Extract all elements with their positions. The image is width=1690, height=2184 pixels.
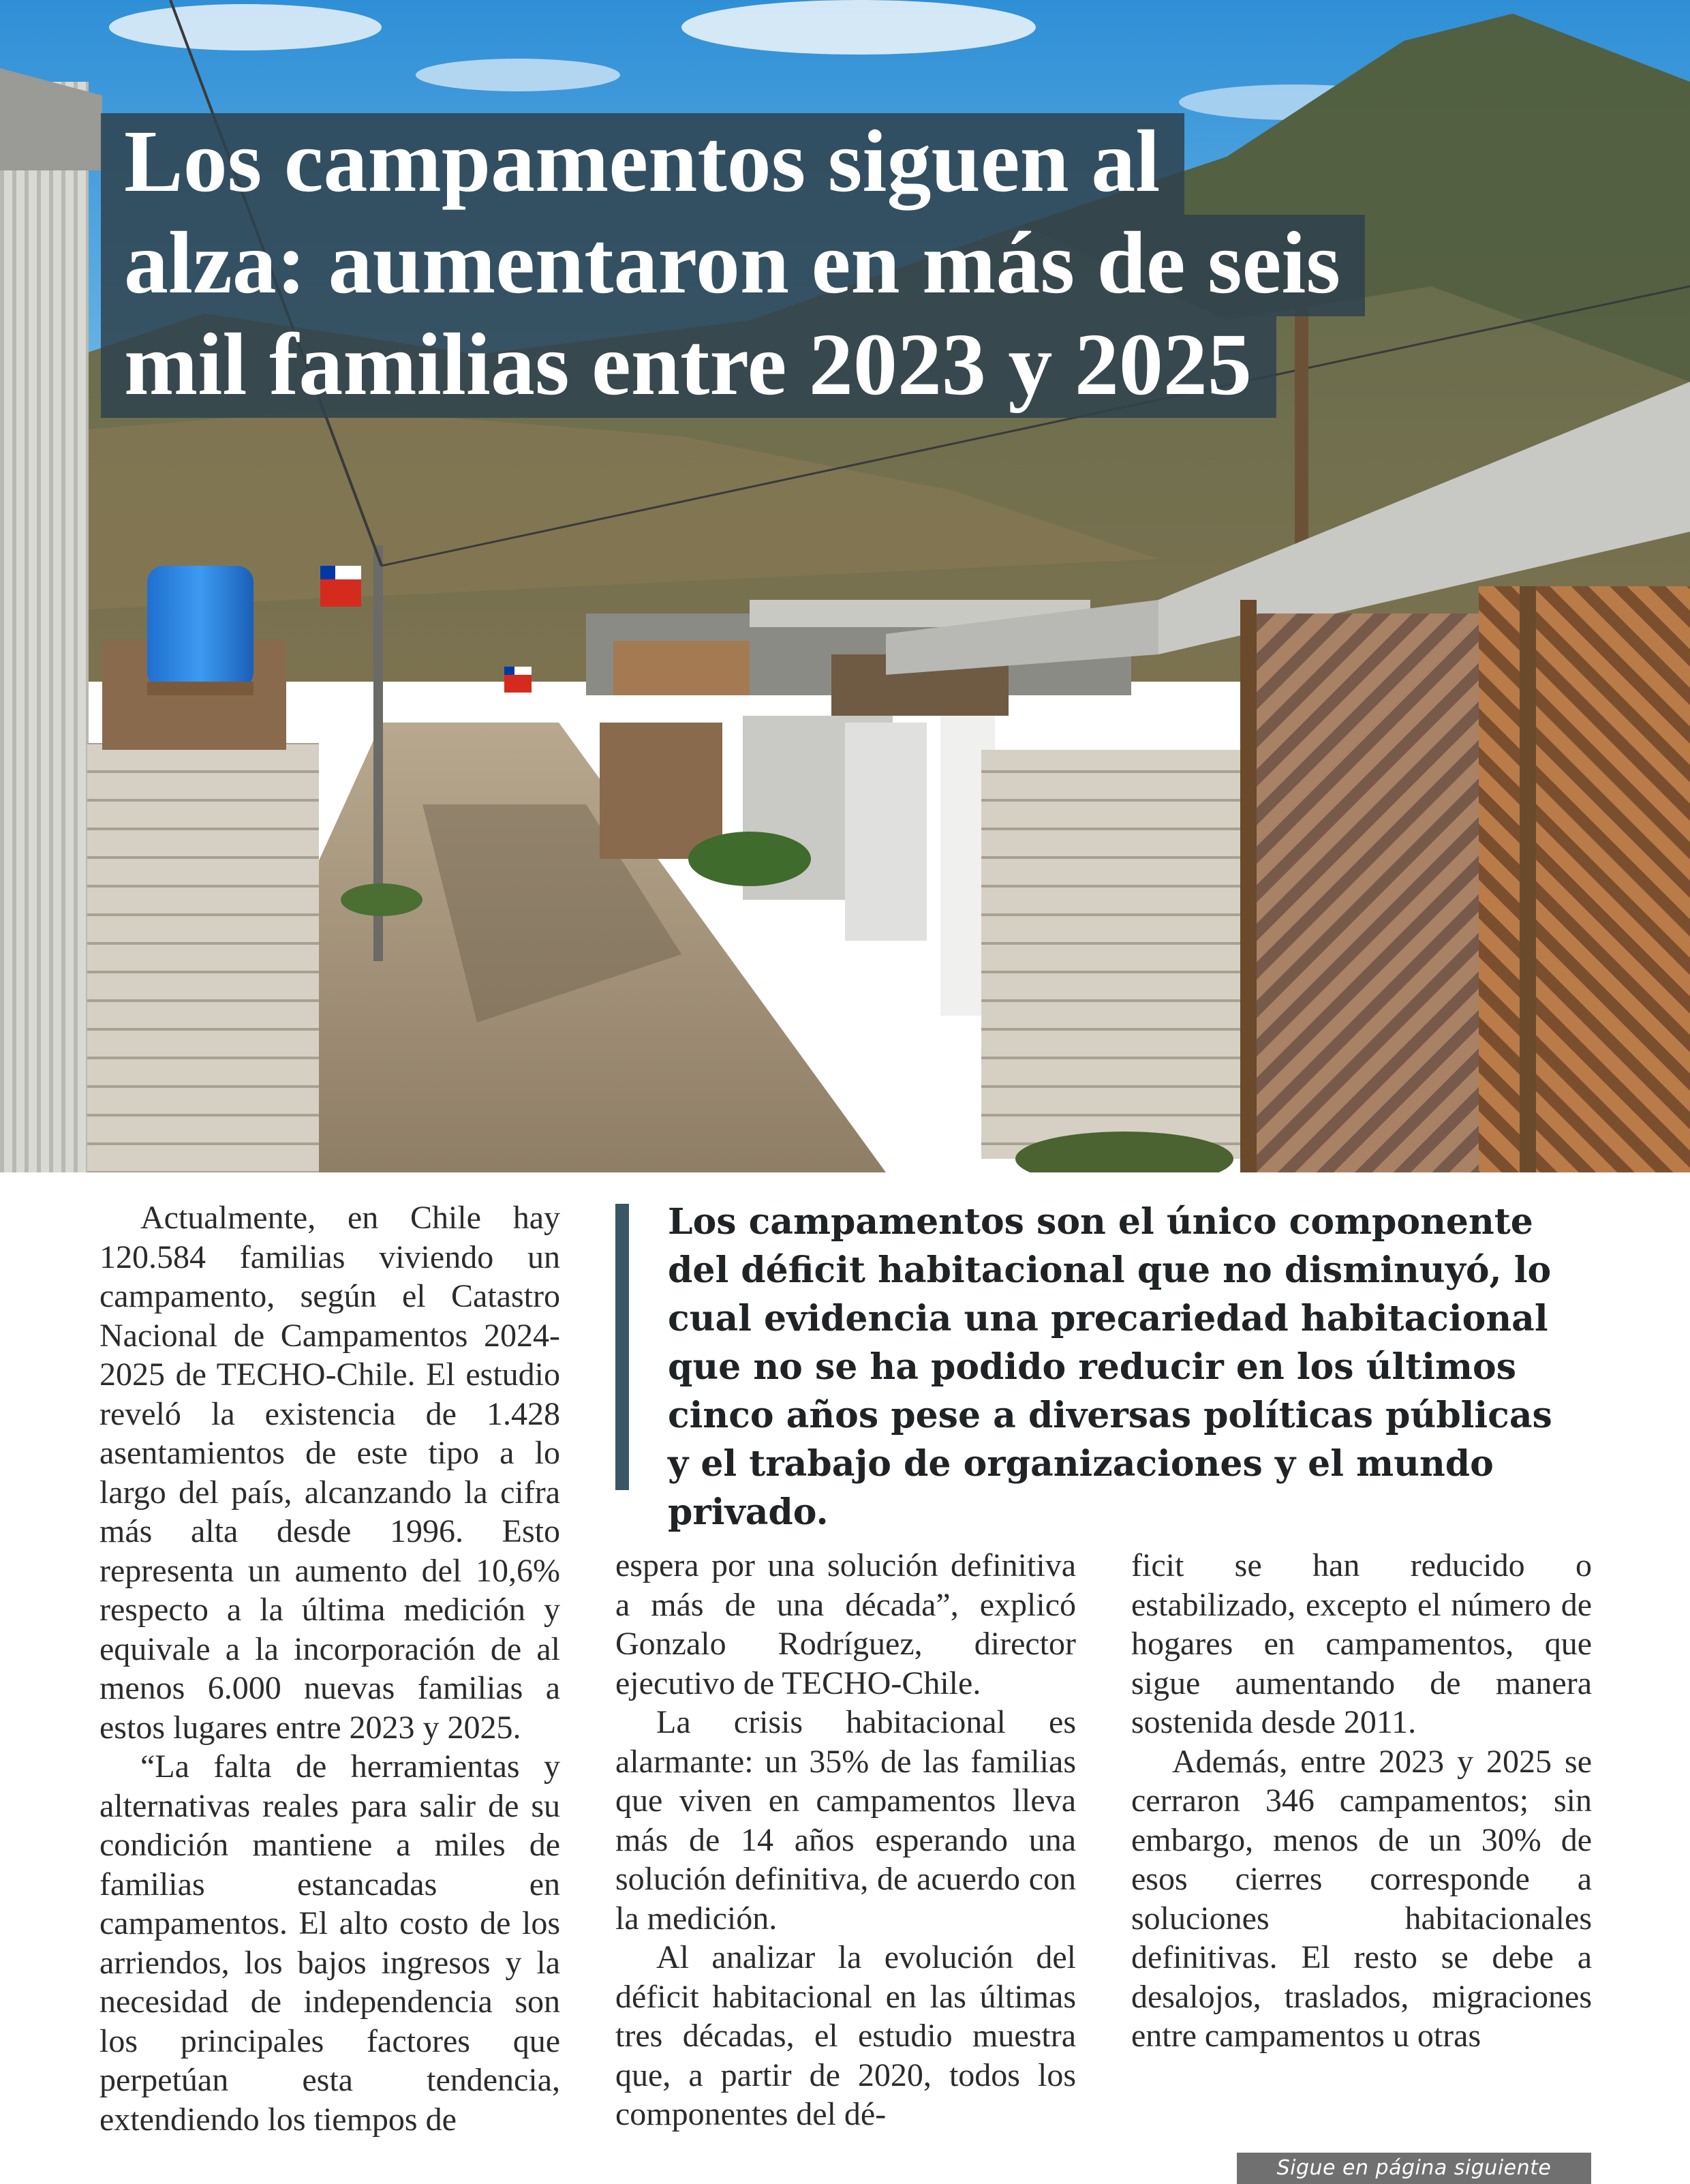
paragraph: ficit se han reducido o estabilizado, excepto el número de hogares en campamentos, que sigue aumentando de manera sostenida desde 2011. <box>1131 1547 1592 1740</box>
continue-on-next-page-tag: Sigue en página siguiente <box>1237 2153 1591 2184</box>
headline-line-3: mil familias entre 2023 y 2025 <box>101 316 1276 418</box>
paragraph: Además, entre 2023 y 2025 se cerraron 346 campamentos; sin embargo, menos de un 30% de esos cierres corresponde a soluciones habitacionales definitivas. El resto se debe a desalojos, traslados, migraciones entre campamentos u otras <box>1131 1743 1592 2054</box>
paragraph: Actualmente, en Chile hay 120.584 familias viviendo un campamento, según el Catastro Nacional de Campamentos 2024-2025 de TECHO-Chile. El estudio reveló la existencia de 1.428 asentamientos de este tipo a lo largo del país, alcanzando la cifra más alta desde 1996. Esto representa un aumento del 10,6% respecto a la última medición y equivale a la incorporación de al menos 6.000 nuevas familias a estos lugares entre 2023 y 2025. <box>99 1200 560 1746</box>
headline <box>101 112 1341 418</box>
paragraph: La crisis habitacional es alarmante: un 35% de las familias que viven en campamentos lleva más de 14 años esperando una solución definitiva, de acuerdo con la medición. <box>615 1704 1076 1937</box>
body-column-middle <box>615 1546 1076 2134</box>
body-column-left <box>99 1198 560 2139</box>
paragraph: espera por una solución definitiva a más de una década”, explicó Gonzalo Rodríguez, director ejecutivo de TECHO-Chile. <box>615 1547 1076 1701</box>
pull-quote: Los campamentos son el único componente del déficit habitacional que no disminuyó, lo cual evidencia una precariedad habitacional que no se ha podido reducir en los últimos cinco años pese a diversas políticas públicas y el trabajo de organizaciones y el mundo privado. <box>668 1201 1552 1533</box>
pull-quote-bar <box>615 1204 629 1490</box>
headline-line-1: Los campamentos siguen al <box>101 113 1184 215</box>
paragraph: “La falta de herramientas y alternativas reales para salir de su condición mantiene a miles de familias estancadas en campamentos. El alto costo de los arriendos, los bajos ingresos y la necesidad de independencia son los principales factores que perpetúan esta tendencia, extendiendo los tiempos de <box>99 1748 560 2138</box>
body-column-right <box>1131 1546 1592 2056</box>
paragraph: Al analizar la evolución del déficit habitacional en las últimas tres décadas, el estudio muestra que, a partir de 2020, todos los componentes del dé- <box>615 1939 1076 2132</box>
headline-line-2: alza: aumentaron en más de seis <box>101 215 1365 316</box>
